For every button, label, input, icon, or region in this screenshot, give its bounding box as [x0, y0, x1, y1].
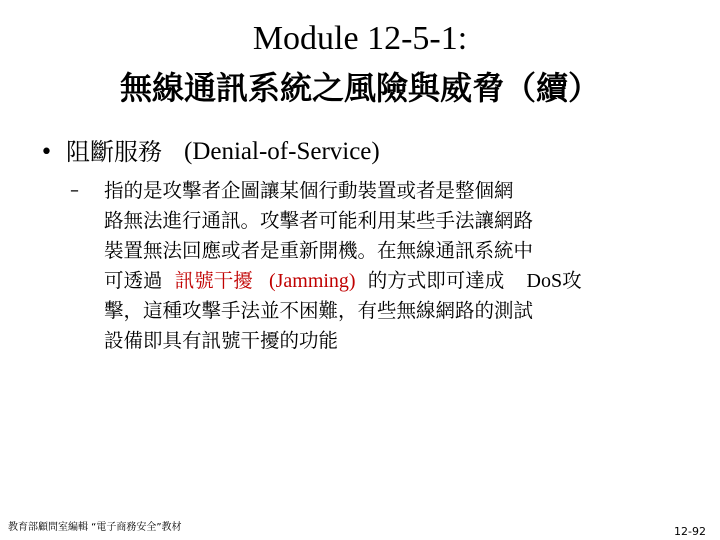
paragraph-line-5: 擊，這種攻擊手法並不困難，有些無線網路的測試 — [104, 299, 534, 322]
paragraph-line-4 — [104, 266, 664, 296]
title-module-number: Module 12-5-1: — [252, 20, 468, 57]
paragraph-line-1: 指的是攻擊者企圖讓某個行動裝置或者是整個網 — [104, 179, 514, 202]
line4-text-a: 可透過 — [104, 269, 163, 292]
sub-bullet — [70, 176, 670, 356]
paragraph-line-2: 路無法進行通訊。攻擊者可能利用某些手法讓網路 — [104, 209, 534, 232]
jamming-highlight: 訊號干擾 — [174, 269, 253, 292]
title-heading: 無線通訊系統之風險與威脅（續） — [119, 69, 600, 107]
bullet-term-chinese: 阻斷服務 — [66, 138, 162, 166]
dos-term: DoS — [526, 270, 563, 292]
jamming-english: (Jamming) — [268, 270, 356, 292]
paragraph-line-6: 設備即具有訊號干擾的功能 — [104, 329, 339, 352]
bullet-marker: • — [40, 139, 53, 165]
footer-source: 教育部顧問室編輯 “電子商務安全”教材 — [8, 522, 182, 533]
bullet-item — [40, 134, 380, 170]
sub-bullet-paragraph — [104, 176, 664, 356]
slide-title — [40, 18, 680, 112]
sub-bullet-marker: – — [70, 180, 79, 201]
bullet-term-english: (Denial-of-Service) — [184, 138, 380, 165]
line4-text-b: 的方式即可達成 — [367, 269, 505, 292]
line4-text-c: 攻 — [562, 269, 582, 292]
page-number: 12-92 — [674, 525, 706, 538]
paragraph-line-3: 裝置無法回應或者是重新開機。在無線通訊系統中 — [104, 239, 534, 262]
